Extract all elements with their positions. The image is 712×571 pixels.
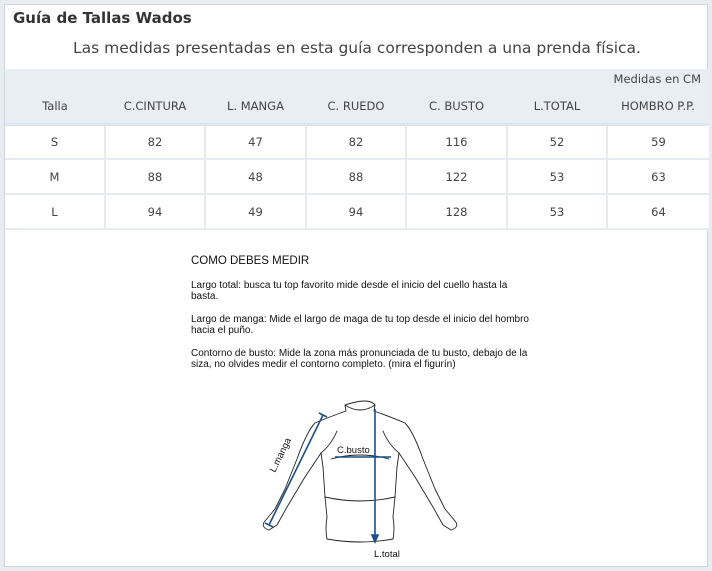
table-cell: 116 [406,124,507,159]
table-cell: 47 [205,124,306,159]
table-cell: 94 [306,194,406,229]
table-cell: 49 [205,194,306,229]
table-cell: 88 [306,159,406,194]
table-cell: 52 [507,124,607,159]
table-cell: 82 [306,124,406,159]
table-cell: 122 [406,159,507,194]
garment-figure [245,397,475,567]
table-row [5,159,709,194]
total-label: L.total [374,549,400,560]
guide-largo-total: Largo total: busca tu top favorito mide desde el inicio del cuello hasta la basta. [191,280,508,302]
table-cell: 53 [507,194,607,229]
column-header-ruedo: C. RUEDO [306,89,406,124]
table-cell: 59 [607,124,709,159]
table-cell: L [5,194,105,229]
page-title: Guía de Tallas Wados [13,9,192,27]
guide-largo-manga: Largo de manga: Mide el largo de maga de tu top desde el inicio del hombro hacia el puño. [191,314,529,336]
table-cell: M [5,159,105,194]
column-header-manga: L. MANGA [205,89,306,124]
guide-heading: COMO DEBES MEDIR [191,255,310,267]
table-cell: 53 [507,159,607,194]
table-cell: 94 [105,194,205,229]
manga-label: L.manga [267,436,294,475]
table-cell: 64 [607,194,709,229]
column-header-talla: Talla [5,89,105,124]
guide-contorno-busto: Contorno de busto: Mide la zona más pronunciada de tu busto, debajo de la siza, no olvides medir el contorno completo. (mira el figurín) [191,348,528,370]
table-header-row [5,89,709,124]
page-subtitle: Las medidas presentadas en esta guía corresponden a una prenda física. [73,39,641,57]
table-cell: 63 [607,159,709,194]
table-cell: S [5,124,105,159]
column-header-cintura: C.CINTURA [105,89,205,124]
column-header-busto: C. BUSTO [406,89,507,124]
table-cell: 48 [205,159,306,194]
table-cell: 82 [105,124,205,159]
busto-label: C.busto [337,445,370,456]
top-outline [263,401,457,542]
table-cell: 128 [406,194,507,229]
column-header-total: L.TOTAL [507,89,607,124]
size-guide-panel [4,4,708,567]
table-row [5,124,709,159]
table-row [5,194,709,229]
table-cell: 88 [105,159,205,194]
unit-label: Medidas en CM [613,72,701,86]
column-header-hombro: HOMBRO P.P. [607,89,709,124]
size-table [5,89,709,230]
unit-row [5,69,709,89]
measure-lines [265,409,391,542]
